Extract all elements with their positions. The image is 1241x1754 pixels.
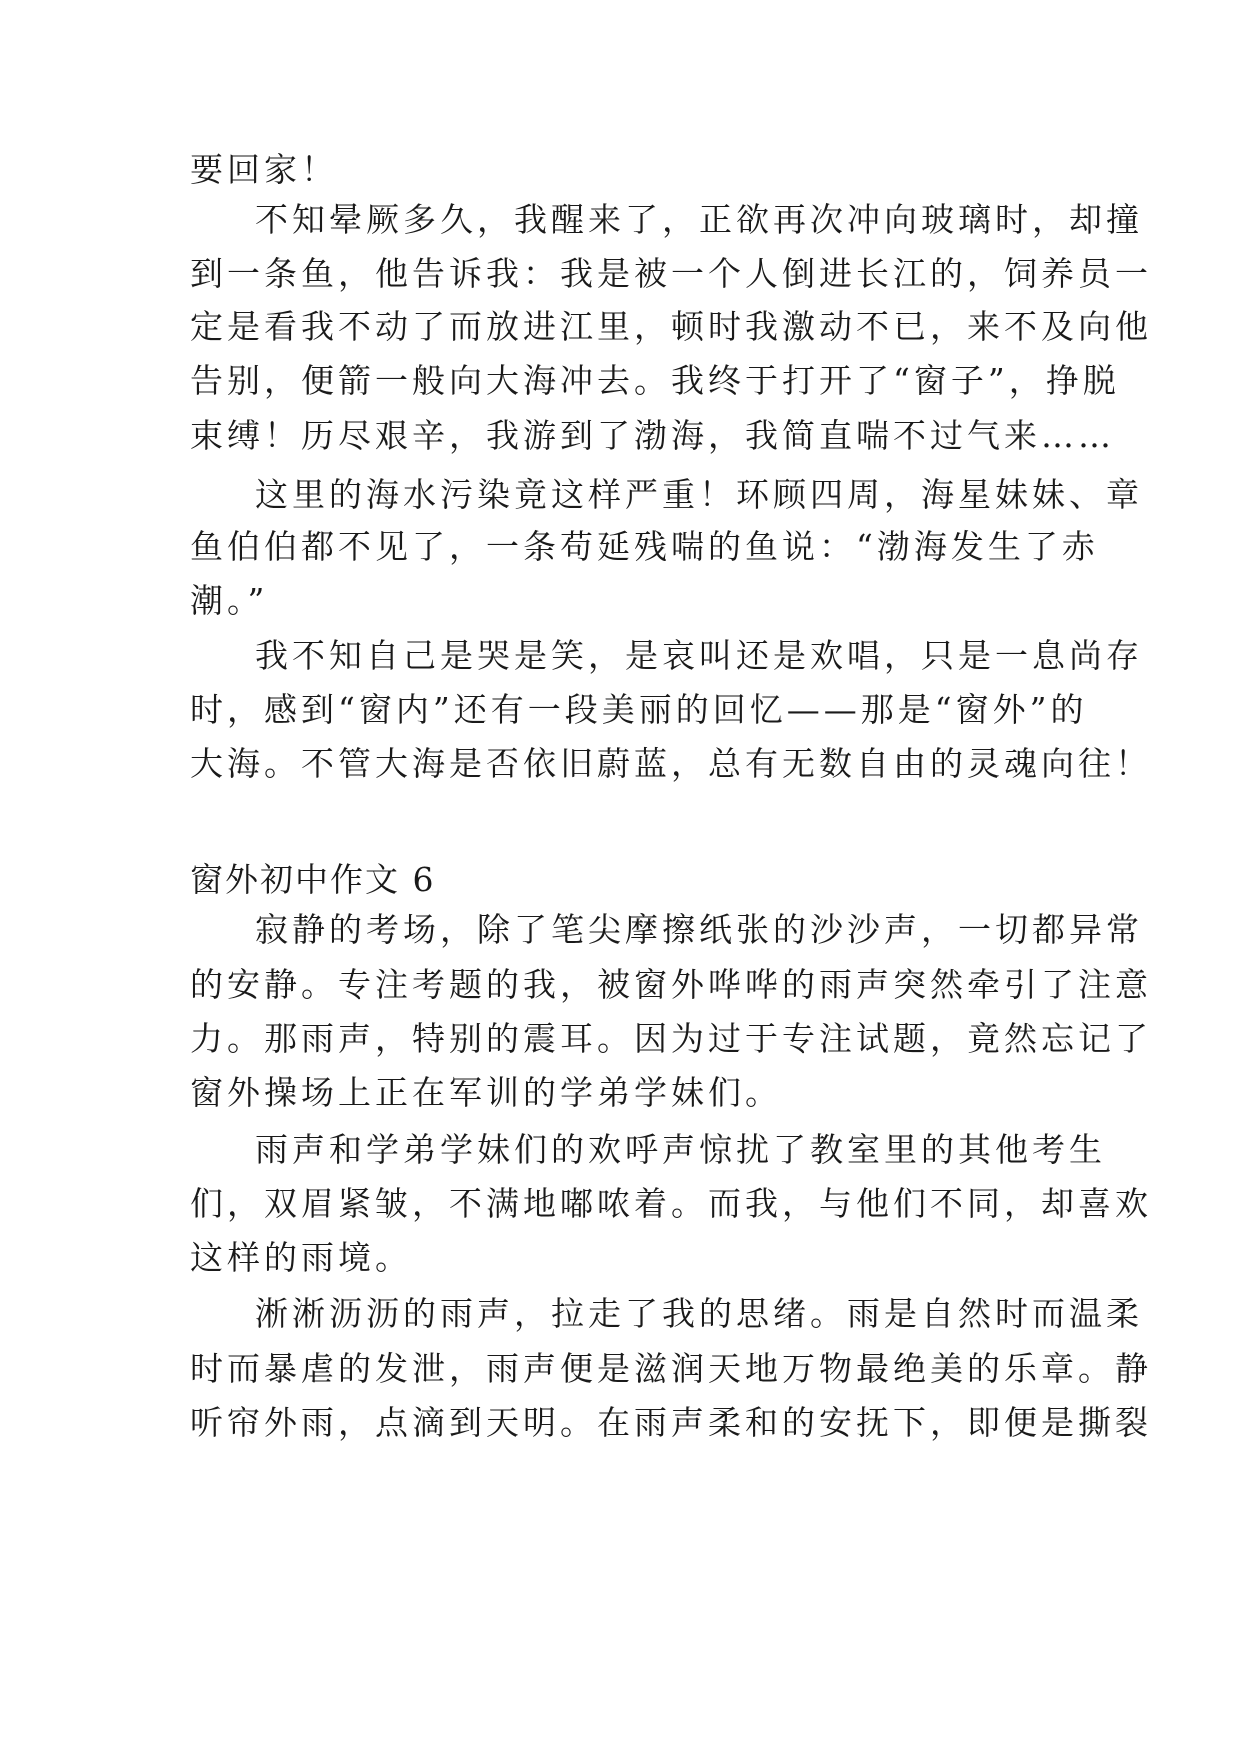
text-line: 束缚！历尽艰辛，我游到了渤海，我简直喘不过气来…… [190,416,1115,455]
text-line: 听帘外雨，点滴到天明。在雨声柔和的安抚下，即便是撕裂 [190,1403,1152,1442]
text-line: 的安静。专注考题的我，被窗外哗哗的雨声突然牵引了注意 [190,965,1152,1004]
paragraph-first-line: 我不知自己是哭是笑，是哀叫还是欢唱，只是一息尚存 [255,636,1143,675]
text-line: 们，双眉紧皱，不满地嘟哝着。而我，与他们不同，却喜欢 [190,1184,1152,1223]
text-line: 这样的雨境。 [190,1238,412,1277]
text-line: 定是看我不动了而放进江里，顿时我激动不已，来不及向他 [190,307,1152,346]
section-heading: 窗外初中作文 6 [190,860,436,899]
text-line: 告别，便箭一般向大海冲去。我终于打开了“窗子”，挣脱 [190,361,1120,400]
text-line: 大海。不管大海是否依旧蔚蓝，总有无数自由的灵魂向往！ [190,744,1152,783]
paragraph-first-line: 雨声和学弟学妹们的欢呼声惊扰了教室里的其他考生 [255,1130,1106,1169]
text-line: 时而暴虐的发泄，雨声便是滋润天地万物最绝美的乐章。静 [190,1349,1152,1388]
paragraph-first-line: 这里的海水污染竟这样严重！环顾四周，海星妹妹、章 [255,475,1143,514]
text-line: 潮。” [190,581,269,620]
text-line: 窗外操场上正在军训的学弟学妹们。 [190,1073,782,1112]
paragraph-first-line: 不知晕厥多久，我醒来了，正欲再次冲向玻璃时，却撞 [255,200,1143,239]
paragraph-first-line: 淅淅沥沥的雨声，拉走了我的思绪。雨是自然时而温柔 [255,1294,1143,1333]
text-line: 力。那雨声，特别的震耳。因为过于专注试题，竟然忘记了 [190,1019,1152,1058]
paragraph-first-line: 寂静的考场，除了笔尖摩擦纸张的沙沙声，一切都异常 [255,910,1143,949]
text-line: 要回家！ [190,150,338,189]
text-line: 时，感到“窗内”还有一段美丽的回忆——那是“窗外”的 [190,690,1088,729]
text-line: 鱼伯伯都不见了，一条苟延残喘的鱼说：“渤海发生了赤 [190,527,1099,566]
text-line: 到一条鱼，他告诉我：我是被一个人倒进长江的，饲养员一 [190,254,1152,293]
